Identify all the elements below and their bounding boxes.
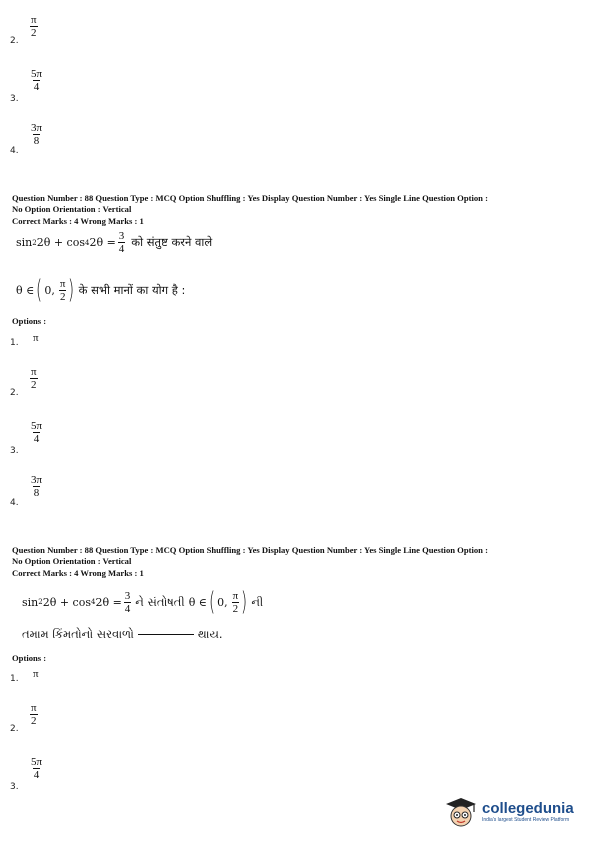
q2-line2	[22, 627, 223, 642]
option-number: 4.	[10, 146, 19, 156]
q2-equation: sin 2 2θ + cos 4 2θ = $\frac{3}{4}$ ને સંતોષતી θ ∈ ( 0, $\frac{\pi}{2}$ ) ની	[22, 587, 264, 617]
mascot-icon	[444, 796, 478, 828]
q1-meta-line2: No Option Orientation : Vertical	[12, 204, 132, 214]
q2-meta-line1: Question Number : 88 Question Type : MCQ Option Shuffling : Yes Display Question Number : Yes Single Line Question Option :	[12, 545, 488, 555]
q1-options-label: Options :	[12, 316, 47, 326]
answer-blank	[138, 634, 194, 635]
q2-gujarati-line2-end: થાય.	[197, 627, 223, 641]
option-number: 2.	[10, 36, 19, 46]
option-fraction: $\frac{\pi}{2}$	[31, 14, 37, 39]
q2-marks: Correct Marks : 4 Wrong Marks : 1	[12, 568, 144, 578]
q2-fraction: $\frac{3}{4}$	[124, 589, 131, 615]
q1-fraction: $\frac{3}{4}$	[118, 230, 125, 255]
q2-gujarati-text1: ને સંતોષતી	[135, 594, 185, 609]
option-number: 3.	[10, 94, 19, 104]
logo-name: collegedunia	[482, 799, 574, 817]
q2-gujarati-text2: ની	[251, 594, 264, 609]
logo-tagline: India's largest Student Review Platform	[482, 816, 570, 823]
q2-options-label: Options :	[12, 653, 47, 663]
q1-interval-fraction: $\frac{\pi}{2}$	[59, 277, 66, 303]
collegedunia-logo	[444, 796, 574, 828]
option-fraction: $\frac{3\pi}{8}$	[31, 122, 43, 147]
q1-condition: θ ∈ ( 0, $\frac{\pi}{2}$ ) के सभी मानों का योग है :	[16, 275, 186, 305]
q1-marks: Correct Marks : 4 Wrong Marks : 1	[12, 216, 144, 226]
q1-hindi-text1: को संतुष्ट करने वाले	[131, 235, 213, 249]
q2-interval-fraction: $\frac{\pi}{2}$	[232, 589, 239, 615]
q2-meta-line2: No Option Orientation : Vertical	[12, 556, 132, 566]
q1-hindi-text2: के सभी मानों का योग है :	[78, 282, 186, 297]
q1-meta-line1: Question Number : 88 Question Type : MCQ Option Shuffling : Yes Display Question Number : Yes Single Line Question Option :	[12, 193, 488, 203]
q2-gujarati-line2-start: તમામ કિંમતોનો સરવાળો	[22, 627, 134, 641]
option-fraction: $\frac{5\pi}{4}$	[31, 68, 43, 93]
q1-equation: sin 2 2θ + cos 4 2θ = $\frac{3}{4}$ को संतुष्ट करने वाले	[16, 230, 213, 255]
